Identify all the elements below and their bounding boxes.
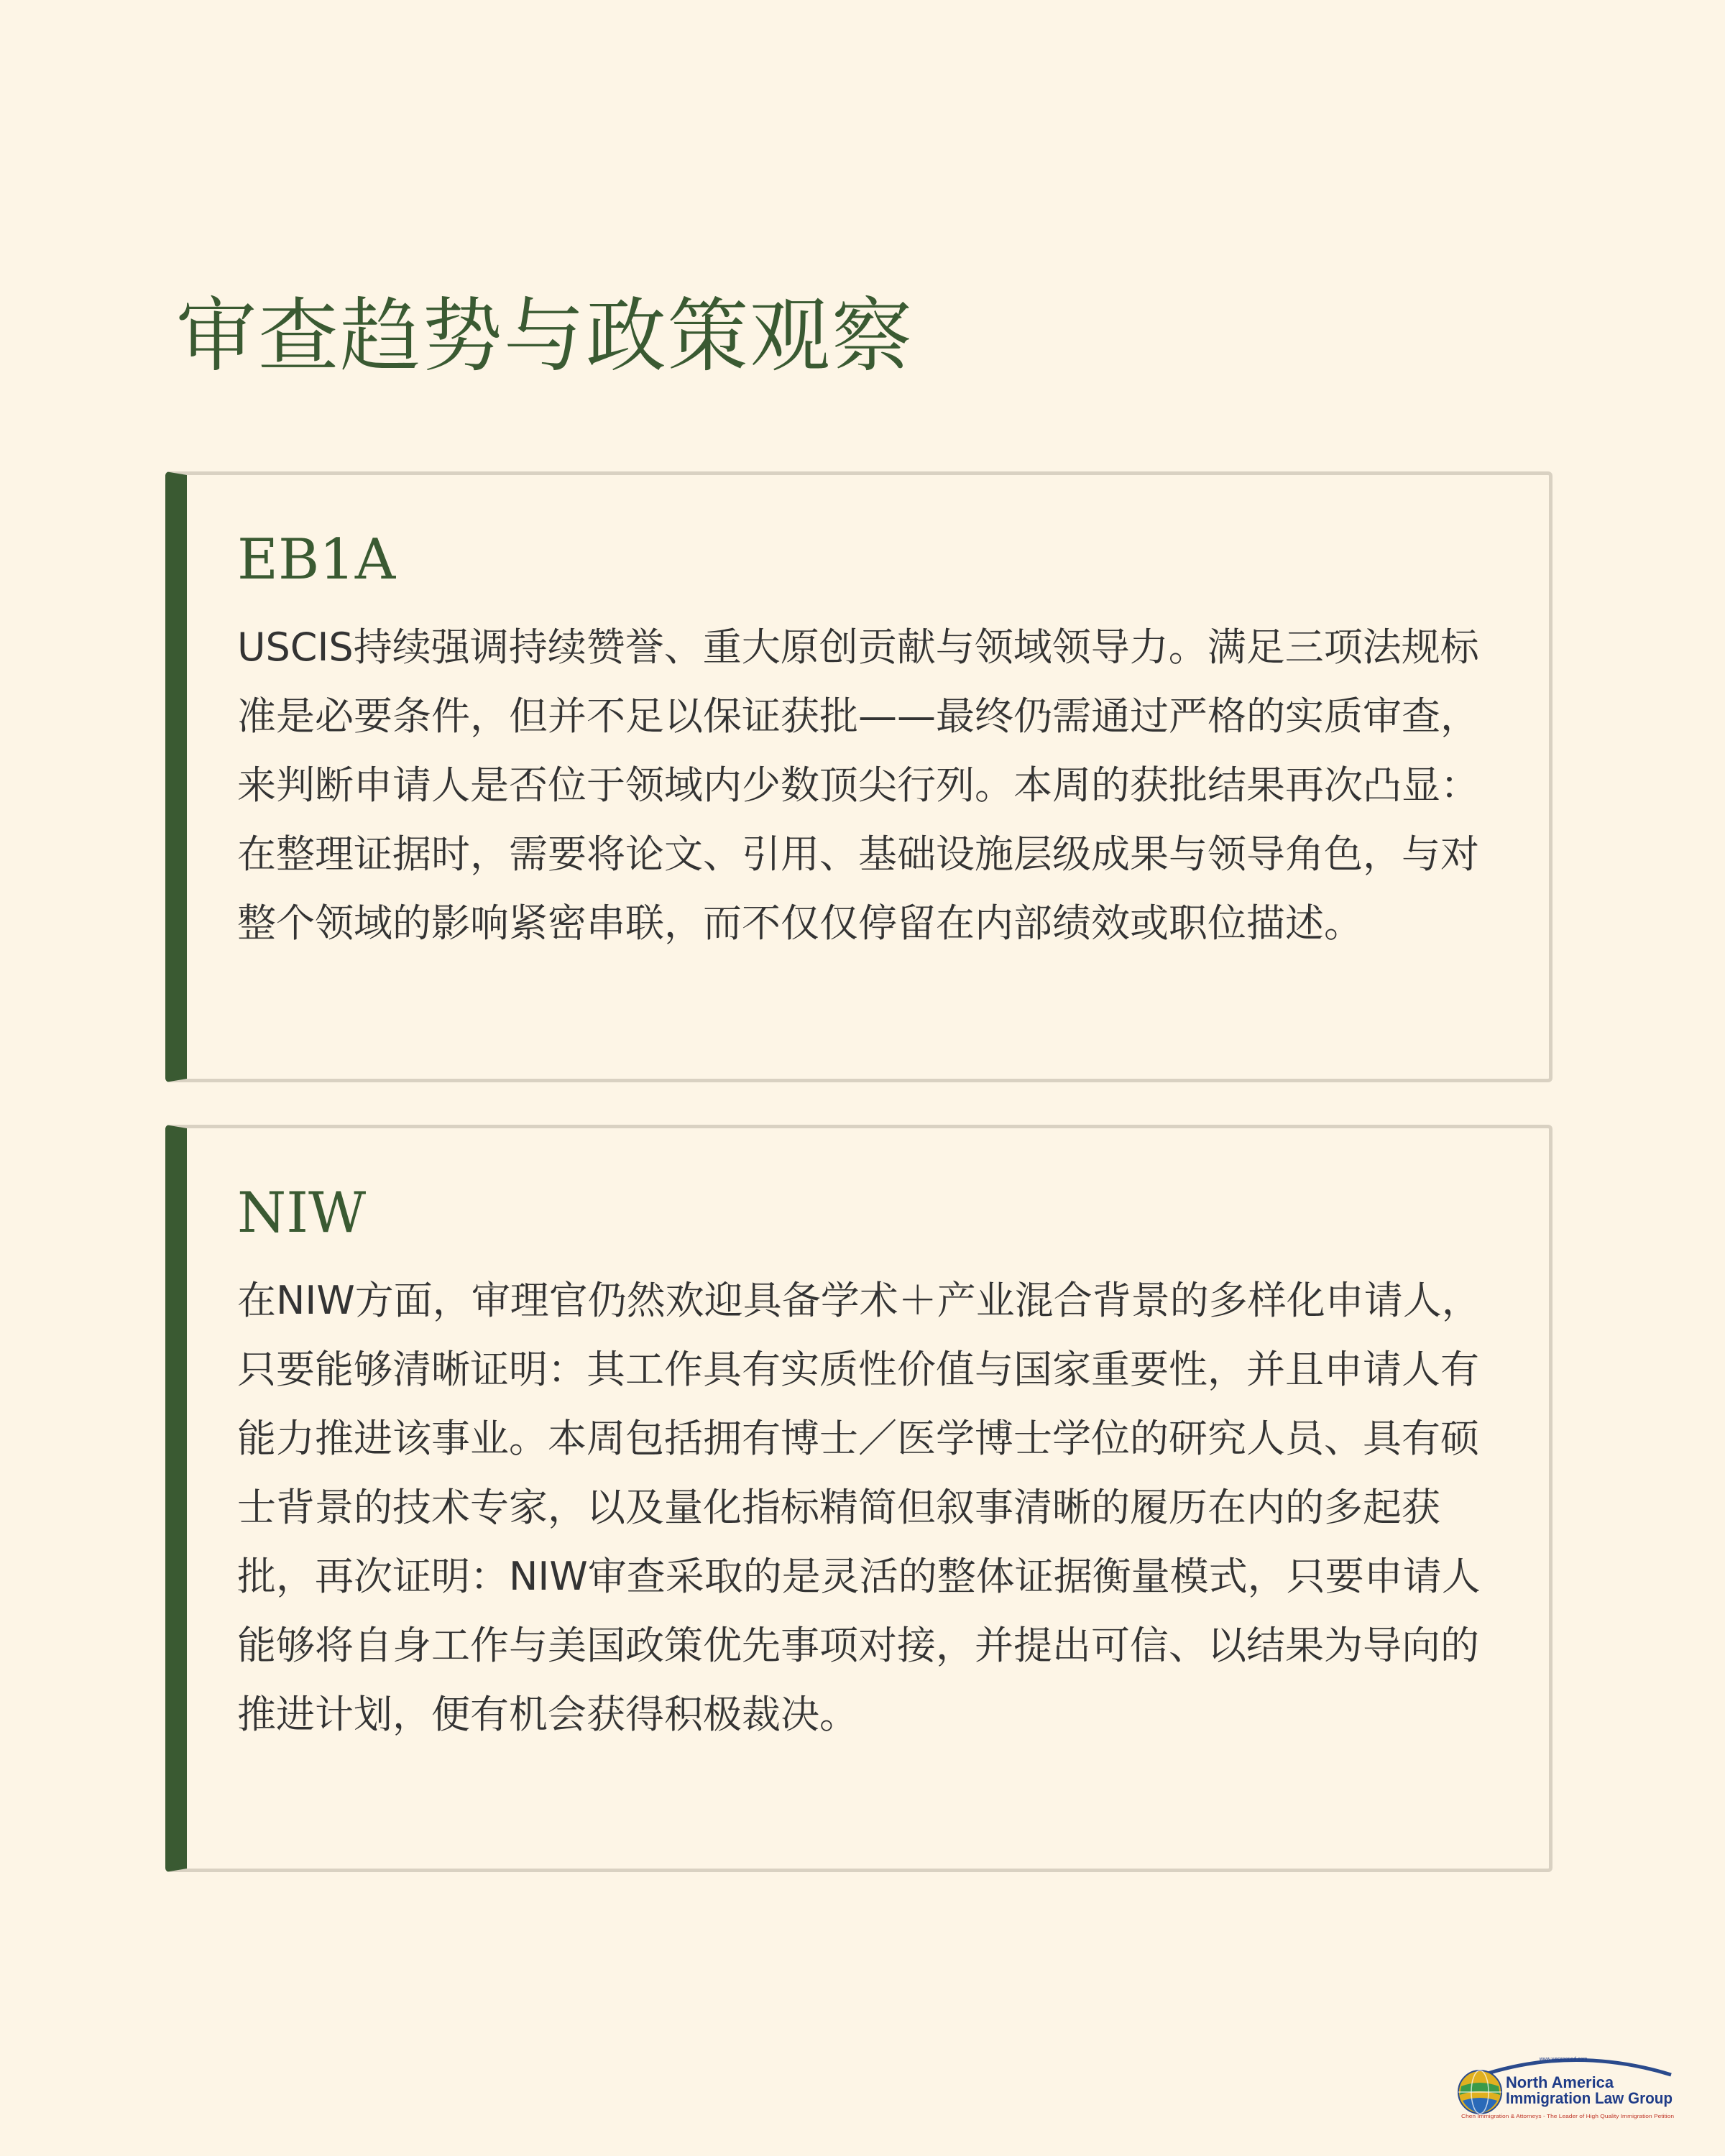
logo-tagline: Chen Immigration & Attorneys - The Leader of High Quality Immigration Petition: [1461, 2114, 1675, 2119]
logo-arc: [1488, 2060, 1671, 2075]
logo-graphic: [1455, 2052, 1678, 2120]
company-logo: [1455, 2052, 1678, 2120]
eb1a-card: [165, 471, 1552, 1082]
niw-card: [165, 1125, 1552, 1872]
eb1a-heading: EB1A: [237, 528, 396, 592]
logo-url: www.wegreened.com: [1539, 2057, 1588, 2062]
logo-name-line2: Immigration Law Group: [1506, 2089, 1673, 2107]
logo-name-line1: North America: [1506, 2073, 1614, 2091]
page-title: 审查趋势与政策观察: [176, 290, 914, 383]
globe-icon: [1458, 2070, 1501, 2114]
niw-heading: NIW: [237, 1181, 367, 1245]
eb1a-body: USCIS持续强调持续赞誉、重大原创贡献与领域领导力。满足三项法规标准是必要条件，但并不足以保证获批——最终仍需通过严格的实质审查，来判断申请人是否位于领域内少数顶尖行列。本周的获批结果再次凸显：在整理证据时，需要将论文、引用、基础设施层级成果与领导角色，与对整个领域的影响紧密串联，而不仅仅停留在内部绩效或职位描述。: [237, 625, 1479, 946]
niw-body: 在NIW方面，审理官仍然欢迎具备学术＋产业混合背景的多样化申请人，只要能够清晰证明：其工作具有实质性价值与国家重要性，并且申请人有能力推进该事业。本周包括拥有博士／医学博士学位的研究人员、具有硕士背景的技术专家，以及量化指标精简但叙事清晰的履历在内的多起获批，再次证明：NIW审查采取的是灵活的整体证据衡量模式，只要申请人能够将自身工作与美国政策优先事项对接，并提出可信、以结果为导向的推进计划，便有机会获得积极裁决。: [237, 1278, 1481, 1737]
